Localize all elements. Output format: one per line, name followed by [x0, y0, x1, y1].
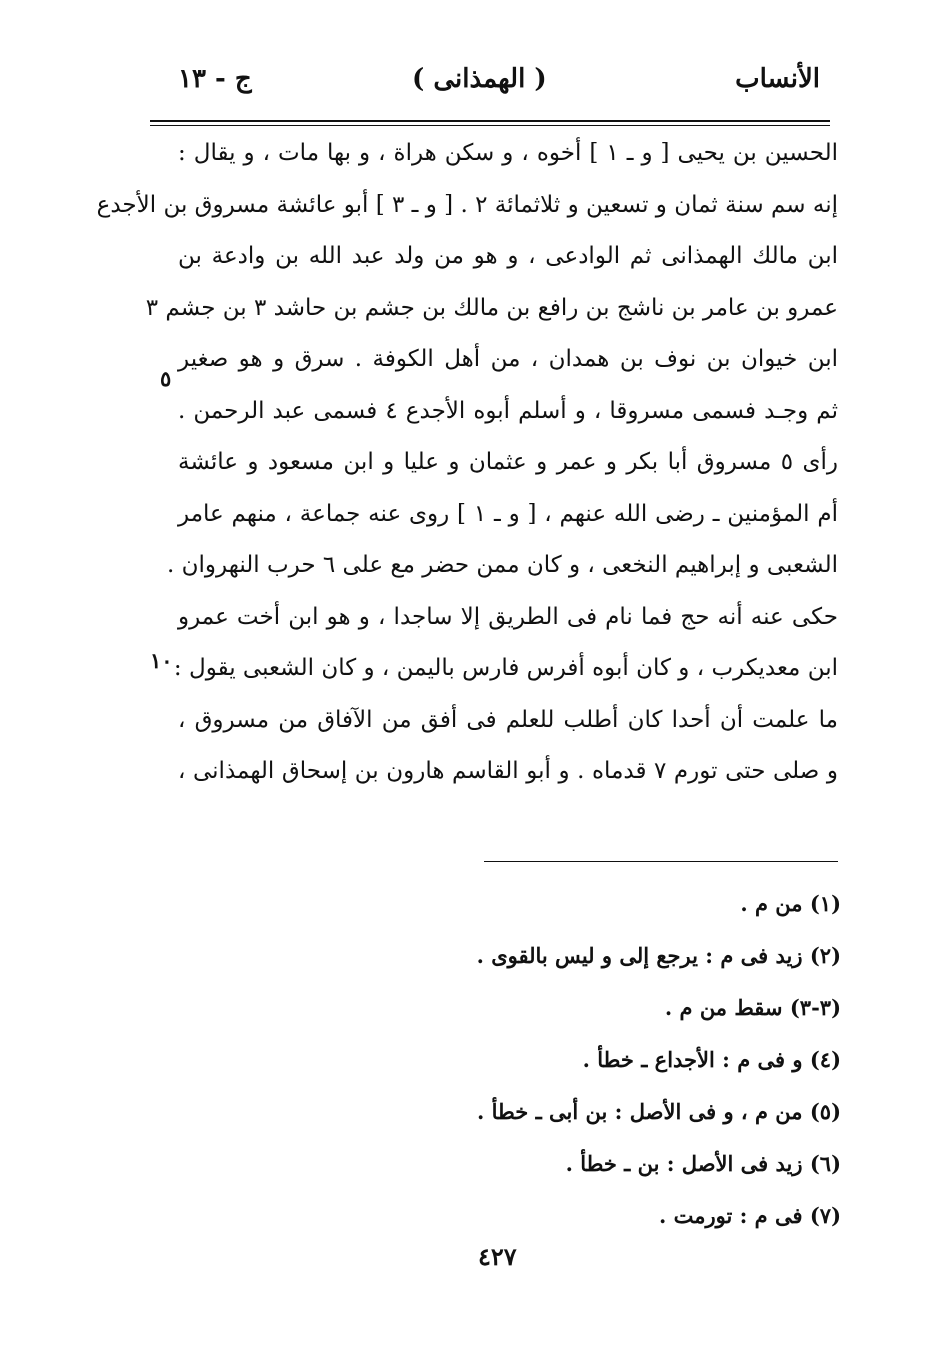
header-rule-thin — [150, 125, 830, 126]
footnote: (٦) زيد فى الأصل : بن ـ خطأ . — [565, 1151, 841, 1176]
footnote-rule — [484, 861, 838, 862]
footnote: (٥) من م ، و فى الأصل : بن أبى ـ خطأ . — [477, 1099, 841, 1124]
footnotes — [341, 878, 841, 1242]
text-line: ابن معديكرب ، و كان أبوه أفرس فارس باليمن ، و كان الشعبى يقول : — [173, 655, 838, 681]
line-number: ١٠ — [150, 648, 173, 673]
text-line: ابن مالك الهمذانى ثم الوادعى ، و هو من ولد عبد الله بن وادعة بن — [178, 243, 838, 269]
text-line: حكى عنه أنه حج فما نام فى الطريق إلا ساجدا ، و هو ابن أخت عمرو — [178, 603, 838, 630]
footnote: (٧) فى م : تورمت . — [658, 1203, 841, 1228]
text-line: رأى ٥ مسروق أبا بكر و عمر و عثمان و عليا و ابن مسعود و عائشة — [178, 449, 838, 475]
line-number: ٥ — [160, 366, 172, 391]
page-number: ٤٢٧ — [478, 1242, 517, 1271]
text-line: ابن خيوان بن نوف بن همدان ، من أهل الكوفة . سرق و هو صغير — [178, 346, 838, 372]
text-line: ما علمت أن أحدا كان أطلب للعلم فى أفق من الآفاق من مسروق ، — [178, 706, 838, 733]
footnote: (١) من م . — [740, 891, 841, 916]
text-line: أم المؤمنين ـ رضى الله عنهم ، [ و ـ ١ ] روى عنه جماعة ، منهم عامر — [178, 500, 838, 527]
page-header — [150, 58, 830, 110]
text-line: ثم وجـد فسمى مسروقا ، و أسلم أبوه الأجدع ٤ فسمى عبد الرحمن . — [178, 397, 839, 424]
footnote: (٢) زيد فى م : يرجع إلى و ليس بالقوى . — [476, 943, 841, 968]
text-line: الحسين بن يحيى [ و ـ ١ ] أخوه ، و سكن هراة ، و بها مات ، و يقال : — [178, 140, 838, 166]
text-line: عمرو بن عامر بن ناشج بن رافع بن مالك بن جشم بن حاشد ٣ بن جشم ٣ — [145, 294, 838, 321]
text-line: إنه سم سنة ثمان و تسعين و ثلاثمائة ٢ . [ و ـ ٣ ] أبو عائشة مسروق بن الأجدع — [96, 191, 838, 218]
footnote: (٣-٣) سقط من م . — [664, 995, 841, 1020]
header-rule — [150, 120, 830, 122]
text-line: الشعبى و إبراهيم النخعى ، و كان ممن حضر مع على ٦ حرب النهروان . — [167, 552, 838, 578]
volume-number: ج - ١٣ — [178, 64, 252, 94]
section-title: ( الهمذانى ) — [412, 64, 547, 94]
footnote: (٤) و فى م : الأجداع ـ خطأ . — [582, 1047, 841, 1072]
book-title: الأنساب — [735, 64, 820, 94]
text-line: و صلى حتى تورم ٧ قدماه . و أبو القاسم هارون بن إسحاق الهمذانى ، — [178, 758, 838, 784]
